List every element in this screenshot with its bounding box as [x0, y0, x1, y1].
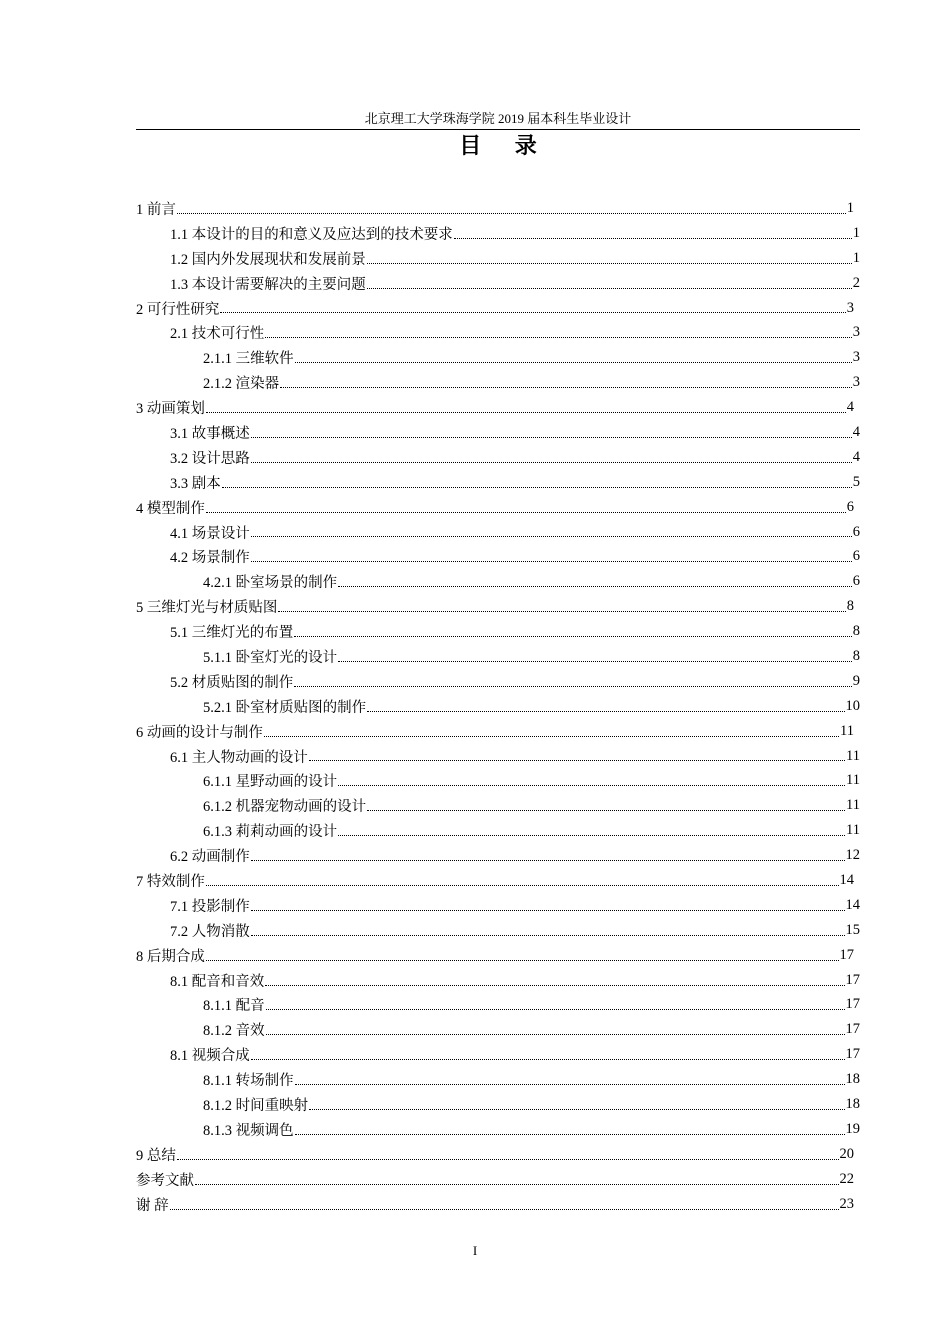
toc-entry-label: 6.1.2 机器宠物动画的设计 — [203, 799, 367, 816]
toc-entry-page: 6 — [852, 548, 860, 565]
toc-entry-page: 11 — [846, 772, 860, 789]
toc-entry[interactable] — [136, 271, 860, 296]
toc-dot-leader — [367, 288, 852, 289]
toc-entry[interactable] — [136, 1017, 860, 1042]
toc-entry[interactable] — [136, 768, 860, 793]
toc-dot-leader — [265, 337, 852, 338]
toc-entry[interactable] — [136, 544, 860, 569]
toc-entry[interactable] — [136, 793, 860, 818]
toc-dot-leader — [338, 661, 852, 662]
toc-entry-label: 6.1.1 星野动画的设计 — [203, 774, 338, 791]
toc-entry-label: 2.1.2 渲染器 — [203, 376, 280, 393]
toc-entry[interactable] — [136, 246, 860, 271]
toc-entry[interactable] — [136, 744, 860, 769]
toc-dot-leader — [367, 810, 845, 811]
toc-dot-leader — [206, 512, 846, 513]
toc-dot-leader — [338, 586, 852, 587]
toc-entry[interactable] — [136, 445, 860, 470]
toc-entry-label: 1.1 本设计的目的和意义及应达到的技术要求 — [170, 226, 453, 243]
toc-dot-leader — [280, 387, 852, 388]
toc-entry-page: 4 — [846, 399, 854, 416]
toc-entry-page: 2 — [852, 274, 860, 291]
toc-entry-label: 1.2 国内外发展现状和发展前景 — [170, 251, 366, 268]
toc-dot-leader — [278, 611, 845, 612]
toc-entry[interactable] — [136, 569, 860, 594]
page-number: I — [472, 1243, 478, 1258]
toc-entry-label: 8.1 配音和音效 — [170, 973, 265, 990]
toc-entry[interactable] — [136, 1067, 860, 1092]
toc-entry[interactable] — [136, 644, 860, 669]
toc-entry-label: 5.2.1 卧室材质贴图的制作 — [203, 699, 367, 716]
toc-entry-page: 11 — [846, 797, 860, 814]
toc-entry-page: 8 — [852, 623, 860, 640]
toc-entry-page: 3 — [852, 349, 860, 366]
toc-entry-page: 12 — [845, 847, 860, 864]
toc-entry-label: 8 后期合成 — [136, 948, 205, 965]
toc-entry-page: 17 — [845, 971, 860, 988]
toc-entry-page: 23 — [839, 1195, 854, 1212]
toc-entry-page: 10 — [845, 697, 860, 714]
toc-entry[interactable] — [136, 918, 860, 943]
toc-dot-leader — [265, 985, 844, 986]
toc-entry-page: 6 — [852, 523, 860, 540]
toc-entry-page: 14 — [845, 896, 860, 913]
toc-dot-leader — [454, 238, 852, 239]
toc-dot-leader — [220, 312, 845, 313]
toc-entry[interactable] — [136, 968, 860, 993]
toc-entry[interactable] — [136, 993, 860, 1018]
toc-entry[interactable] — [136, 395, 860, 420]
toc-dot-leader — [195, 1184, 839, 1185]
page-header: 北京理工大学珠海学院 2019 届本科生毕业设计 — [364, 111, 632, 126]
toc-dot-leader — [309, 760, 845, 761]
toc-dot-leader — [206, 885, 839, 886]
toc-entry-label: 5 三维灯光与材质贴图 — [136, 600, 278, 617]
toc-entry-page: 3 — [846, 299, 854, 316]
toc-entry[interactable] — [136, 594, 860, 619]
toc-entry-page: 8 — [852, 647, 860, 664]
toc-dot-leader — [309, 1109, 844, 1110]
toc-entry-page: 4 — [852, 448, 860, 465]
toc-dot-leader — [294, 686, 852, 687]
toc-entry-page: 17 — [845, 1021, 860, 1038]
toc-dot-leader — [251, 910, 845, 911]
toc-entry-page: 17 — [845, 996, 860, 1013]
toc-dot-leader — [206, 960, 839, 961]
toc-entry-label: 3.1 故事概述 — [170, 425, 250, 442]
toc-dot-leader — [266, 1009, 845, 1010]
toc-entry[interactable] — [136, 221, 860, 246]
toc-entry-label: 7 特效制作 — [136, 873, 205, 890]
toc-entry-page: 22 — [839, 1170, 854, 1187]
toc-entry-page: 8 — [846, 598, 854, 615]
toc-dot-leader — [251, 860, 845, 861]
toc-dot-leader — [170, 1209, 839, 1210]
toc-entry-label: 5.1.1 卧室灯光的设计 — [203, 649, 338, 666]
toc-entry-label: 3.3 剧本 — [170, 475, 221, 492]
toc-dot-leader — [177, 213, 846, 214]
toc-entry-page: 17 — [839, 946, 854, 963]
toc-dot-leader — [264, 736, 839, 737]
toc-entry-page: 6 — [852, 573, 860, 590]
toc-entry[interactable] — [136, 619, 860, 644]
toc-entry-page: 3 — [852, 324, 860, 341]
toc-dot-leader — [338, 785, 845, 786]
toc-dot-leader — [251, 462, 852, 463]
toc-entry-label: 参考文献 — [136, 1172, 194, 1189]
toc-entry[interactable] — [136, 694, 860, 719]
toc-entry-label: 2 可行性研究 — [136, 301, 220, 318]
toc-entry-label: 1 前言 — [136, 201, 176, 218]
toc-entry[interactable] — [136, 818, 860, 843]
toc-entry-label: 2.1.1 三维软件 — [203, 351, 294, 368]
toc-entry[interactable] — [136, 843, 860, 868]
toc-entry-page: 5 — [852, 473, 860, 490]
toc-dot-leader — [295, 1134, 845, 1135]
toc-entry-label: 6.1.3 莉莉动画的设计 — [203, 824, 338, 841]
toc-entry-page: 18 — [845, 1096, 860, 1112]
toc-entry-label: 7.2 人物消散 — [170, 923, 250, 940]
toc-entry[interactable] — [136, 420, 860, 445]
toc-entry-label: 4.2.1 卧室场景的制作 — [203, 575, 338, 592]
toc-dot-leader — [222, 487, 852, 488]
toc-dot-leader — [177, 1159, 839, 1160]
toc-entry-label: 8.1.2 时间重映射 — [203, 1098, 309, 1114]
header-rule — [136, 129, 860, 130]
toc-entry[interactable] — [136, 470, 860, 495]
toc-entry-label: 8.1 视频合成 — [170, 1048, 250, 1065]
toc-entry[interactable] — [136, 893, 860, 918]
toc-entry[interactable] — [136, 1167, 860, 1192]
toc-entry-page: 20 — [839, 1145, 854, 1162]
toc-entry-label: 8.1.1 转场制作 — [203, 1073, 294, 1090]
table-of-contents — [136, 196, 860, 1217]
toc-entry-label: 8.1.1 配音 — [203, 998, 265, 1015]
toc-entry-label: 9 总结 — [136, 1147, 176, 1164]
toc-dot-leader — [338, 835, 845, 836]
toc-dot-leader — [367, 263, 852, 264]
toc-entry[interactable] — [136, 868, 860, 893]
toc-entry-page: 11 — [846, 747, 860, 764]
toc-entry-page: 11 — [846, 822, 860, 839]
toc-entry-page: 18 — [845, 1071, 860, 1088]
toc-entry-label: 8.1.2 音效 — [203, 1023, 265, 1040]
toc-entry-page: 11 — [840, 722, 854, 739]
toc-entry-page: 4 — [852, 423, 860, 440]
toc-entry[interactable] — [136, 1092, 860, 1117]
toc-entry-label: 4.1 场景设计 — [170, 525, 250, 542]
toc-entry-page: 19 — [845, 1120, 860, 1137]
toc-entry[interactable] — [136, 943, 860, 968]
toc-dot-leader — [367, 711, 844, 712]
toc-dot-leader — [295, 1084, 845, 1085]
toc-entry[interactable] — [136, 320, 860, 345]
toc-entry[interactable] — [136, 296, 860, 321]
toc-entry-page: 15 — [845, 921, 860, 938]
toc-entry-label: 谢 辞 — [136, 1197, 169, 1214]
toc-entry-label: 5.2 材质贴图的制作 — [170, 674, 294, 691]
toc-dot-leader — [266, 1034, 845, 1035]
toc-entry-label: 6 动画的设计与制作 — [136, 724, 263, 741]
toc-entry[interactable] — [136, 345, 860, 370]
toc-dot-leader — [206, 412, 846, 413]
toc-entry-page: 1 — [846, 199, 854, 216]
toc-dot-leader — [251, 1059, 845, 1060]
toc-entry-page: 17 — [845, 1046, 860, 1063]
toc-dot-leader — [295, 362, 852, 363]
toc-entry-label: 1.3 本设计需要解决的主要问题 — [170, 276, 366, 293]
toc-entry-label: 3 动画策划 — [136, 401, 205, 418]
toc-entry-page: 1 — [852, 224, 860, 241]
toc-entry[interactable] — [136, 719, 860, 744]
toc-entry-label: 6.1 主人物动画的设计 — [170, 749, 308, 766]
toc-entry-page: 1 — [852, 249, 860, 266]
toc-dot-leader — [251, 437, 852, 438]
toc-entry-page: 14 — [839, 871, 854, 888]
toc-entry-label: 2.1 技术可行性 — [170, 326, 265, 343]
toc-entry-page: 3 — [852, 374, 860, 391]
toc-entry[interactable] — [136, 1117, 860, 1142]
toc-entry-label: 7.1 投影制作 — [170, 898, 250, 915]
toc-dot-leader — [251, 561, 852, 562]
toc-dot-leader — [251, 935, 845, 936]
toc-entry[interactable] — [136, 520, 860, 545]
toc-entry[interactable] — [136, 1042, 860, 1067]
toc-entry-page: 6 — [846, 498, 854, 515]
toc-dot-leader — [251, 536, 852, 537]
toc-entry[interactable] — [136, 196, 860, 221]
toc-entry-label: 6.2 动画制作 — [170, 849, 250, 866]
toc-entry-label: 5.1 三维灯光的布置 — [170, 625, 294, 642]
toc-entry-page: 9 — [852, 672, 860, 689]
page-title: 目 录 — [459, 133, 551, 158]
toc-entry-label: 4 模型制作 — [136, 500, 205, 517]
toc-entry-label: 8.1.3 视频调色 — [203, 1122, 294, 1139]
toc-entry[interactable] — [136, 495, 860, 520]
toc-entry-label: 3.2 设计思路 — [170, 450, 250, 467]
toc-entry[interactable] — [136, 1142, 860, 1167]
toc-entry[interactable] — [136, 669, 860, 694]
toc-entry[interactable] — [136, 370, 860, 395]
toc-entry-label: 4.2 场景制作 — [170, 550, 250, 567]
toc-entry[interactable] — [136, 1192, 860, 1217]
toc-dot-leader — [294, 636, 852, 637]
